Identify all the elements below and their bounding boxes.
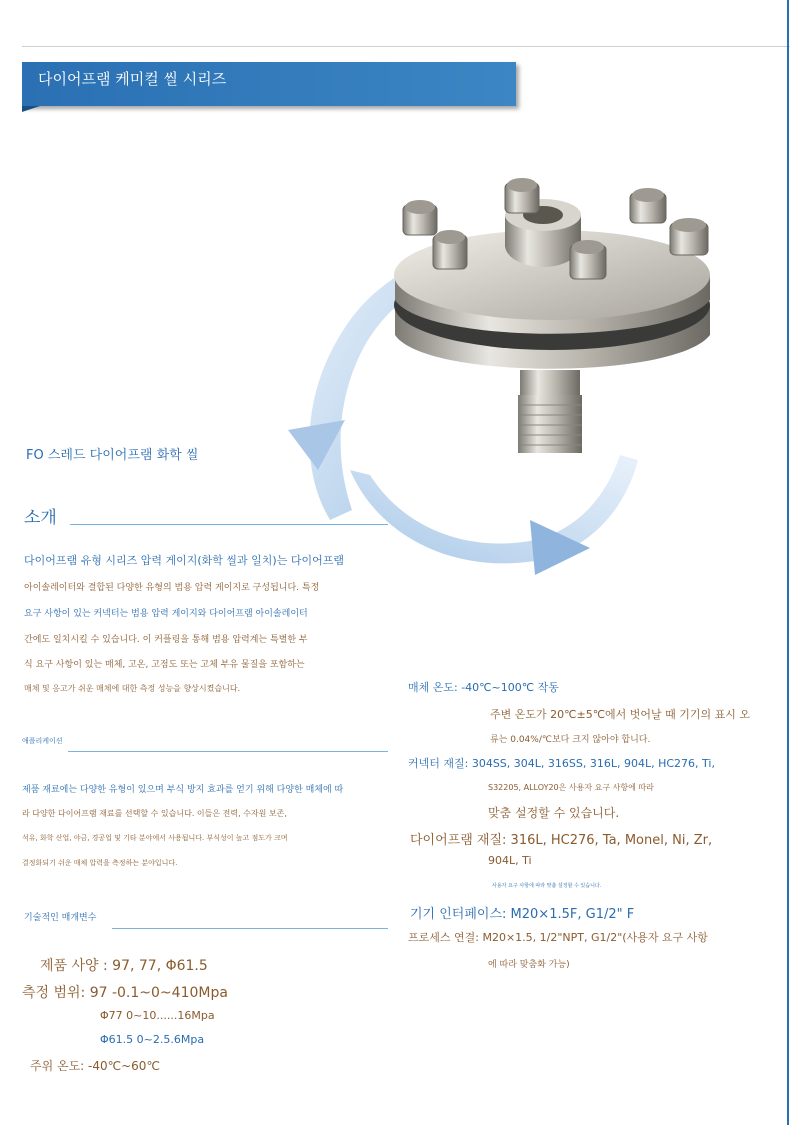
process-connection-2: 에 따라 맞춤화 가능) <box>488 960 570 970</box>
intro-line-5: 식 요구 사항이 있는 매체, 고온, 고점도 또는 고체 부유 물질을 포함하는 <box>24 660 305 670</box>
tech-range-77: Φ77 0~10......16Mpa <box>100 1009 215 1022</box>
intro-line-4: 간에도 일치시킬 수 있습니다. 이 커플링을 통해 범용 압력계는 특별한 부 <box>24 635 308 645</box>
diaphragm-material-2: 904L, Ti <box>488 854 532 867</box>
diaphragm-material: 다이어프램 재질: 316L, HC276, Ta, Monel, Ni, Zr, <box>410 833 713 848</box>
application-line-2: 라 다양한 다이어프램 재료를 선택할 수 있습니다. 이들은 전력, 수자원 보존, <box>22 809 287 818</box>
application-rule <box>68 751 388 752</box>
tech-spec: 제품 사양 : 97, 77, Φ61.5 <box>40 958 208 974</box>
page-title: 다이어프램 케미컬 씰 시리즈 <box>22 62 516 106</box>
product-caption: FO 스레드 다이어프램 화학 씰 <box>26 448 199 463</box>
application-line-3: 석유, 화학 산업, 야금, 경공업 및 기타 분야에서 사용됩니다. 부식성이 높고 점도가 크며 <box>22 834 288 842</box>
intro-line-3: 요구 사항이 있는 커넥터는 범용 압력 게이지와 다이어프램 아이솔레이터 <box>24 609 308 619</box>
tech-range: 측정 범위: 97 -0.1~0~410Mpa <box>22 985 228 1001</box>
media-note-2: 류는 0.04%/℃보다 크지 않아야 합니다. <box>490 735 651 745</box>
process-connection: 프로세스 연결: M20×1.5, 1/2"NPT, G1/2"(사용자 요구 사항 <box>408 931 708 944</box>
instrument-interface: 기기 인터페이스: M20×1.5F, G1/2" F <box>410 907 635 922</box>
tech-title: 기술적인 매개변수 <box>24 913 97 923</box>
application-title: 애플리케이션 <box>22 737 63 745</box>
connector-material-2: S32205, ALLOY20은 사용자 요구 사항에 따라 <box>488 783 654 792</box>
connector-material-3: 맞춤 설정할 수 있습니다. <box>488 806 620 820</box>
diaphragm-note: 사용자 요구 사항에 따라 맞춤 설정할 수 있습니다. <box>492 883 602 889</box>
tech-rule <box>112 928 388 929</box>
intro-title: 소개 <box>24 508 57 528</box>
tech-ambient: 주위 온도: -40℃~60℃ <box>30 1059 160 1073</box>
application-line-4: 결정화되기 쉬운 매체 압력을 측정하는 분야입니다. <box>22 859 178 867</box>
intro-rule <box>70 524 388 525</box>
tech-range-615: Φ61.5 0~2.5.6Mpa <box>100 1033 205 1046</box>
application-line-1: 제품 재료에는 다양한 유형이 있으며 부식 방지 효과를 얻기 위해 다양한 매체에 따 <box>22 785 344 795</box>
connector-material: 커넥터 재질: 304SS, 304L, 316SS, 316L, 904L, HC276, Ti, <box>408 757 715 770</box>
intro-line-2: 아이솔레이터와 결합된 다양한 유형의 범용 압력 게이지로 구성됩니다. 특정 <box>24 583 320 593</box>
media-note-1: 주변 온도가 20℃±5℃에서 벗어날 때 기기의 표시 오 <box>490 708 751 721</box>
diaphragm-seal-product-image <box>385 175 725 475</box>
intro-line-1: 다이어프램 유형 시리즈 압력 게이지(화학 씰과 일치)는 다이어프램 <box>24 554 344 567</box>
intro-line-6: 매체 및 응고가 쉬운 매체에 대한 측정 성능을 향상시켰습니다. <box>24 684 241 693</box>
media-temp: 매체 온도: -40℃~100℃ 작동 <box>408 681 559 694</box>
